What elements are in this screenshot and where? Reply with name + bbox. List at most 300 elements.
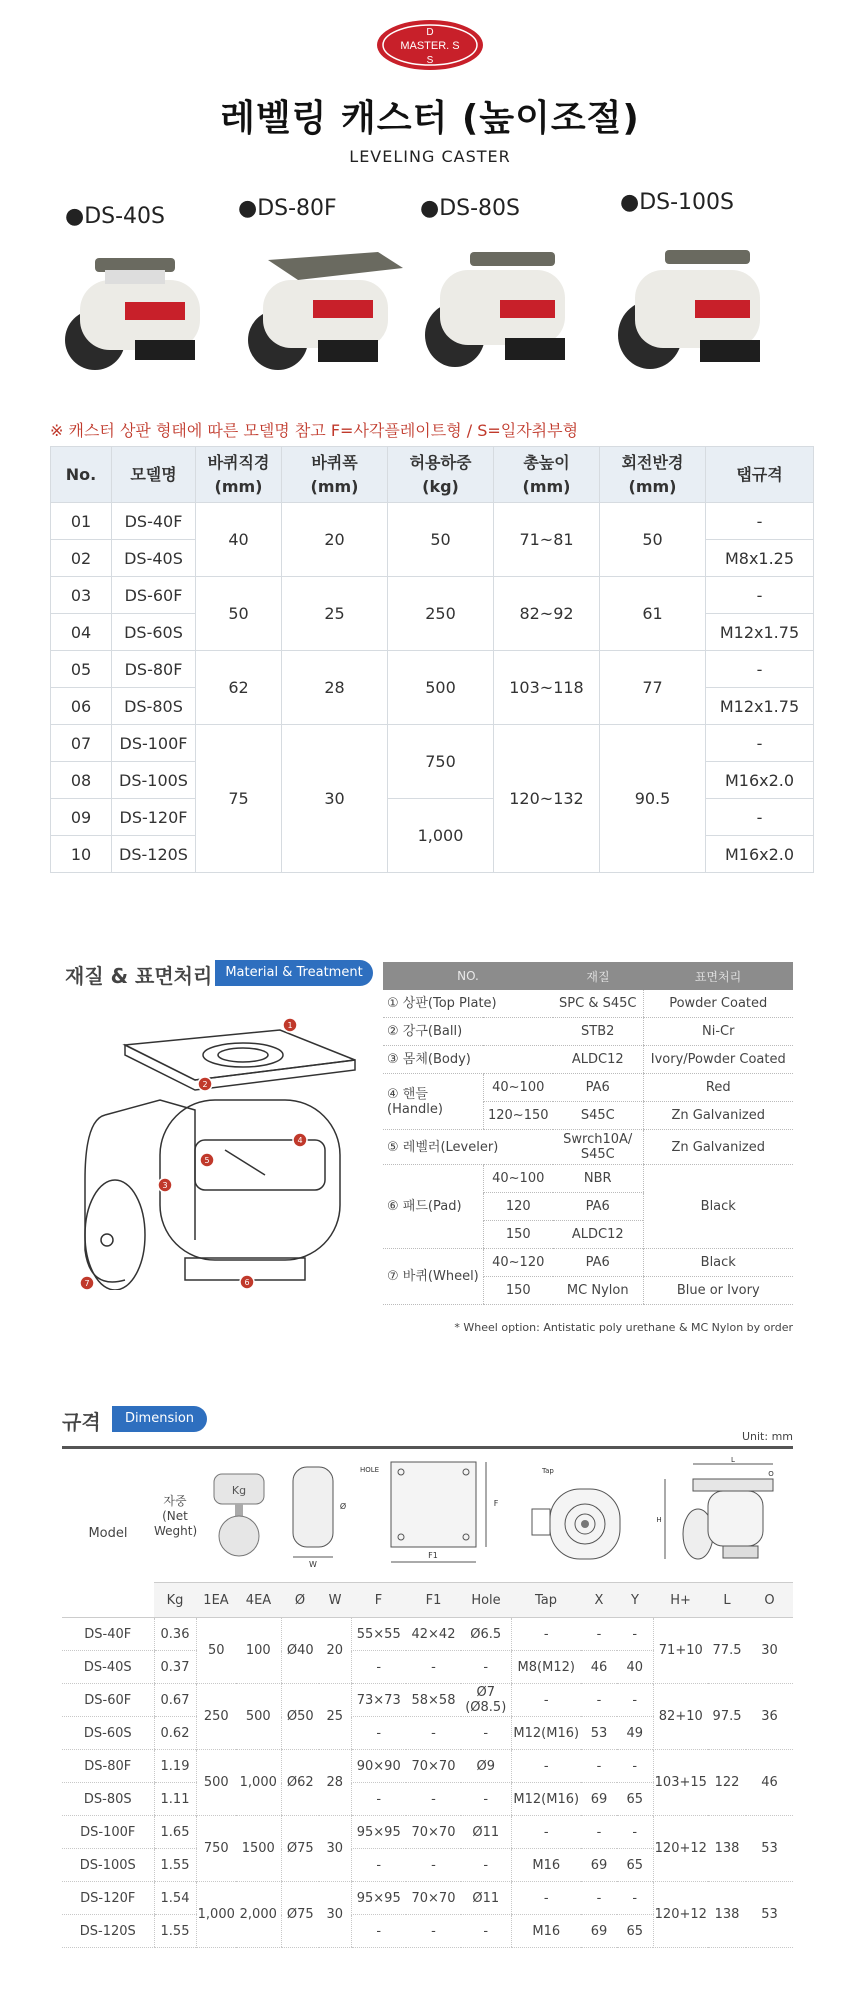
header-o: O [746, 1583, 793, 1618]
material-row [383, 1130, 793, 1165]
cell-no: 09 [51, 799, 112, 836]
product-label: DS-40S [84, 204, 166, 229]
unit-label: Unit: mm [741, 1430, 793, 1443]
caster-image [610, 240, 800, 380]
callout-6: 6 [244, 1278, 250, 1287]
part-material: STB2 [553, 1018, 643, 1046]
cell-f1: 42×42 [406, 1618, 461, 1651]
table-row [51, 577, 814, 614]
material-row [383, 1018, 793, 1046]
logo-letter-top: D [426, 27, 434, 38]
cell-x: 69 [581, 1783, 617, 1816]
part-name: ① 상판(Top Plate) [383, 990, 553, 1018]
cell-model: DS-100S [62, 1849, 154, 1882]
cell-y: - [617, 1618, 653, 1651]
cell-no: 07 [51, 725, 112, 762]
cell-diameter: Ø40 [281, 1618, 319, 1684]
wheel-icon [281, 1459, 351, 1569]
model-header: Model [62, 1450, 154, 1618]
cell-f: - [351, 1783, 406, 1816]
cell-f1: 70×70 [406, 1882, 461, 1915]
cell-load: 500 [388, 651, 494, 725]
caster-image [55, 240, 245, 380]
callout-3: 3 [162, 1181, 168, 1190]
cell-tap: - [511, 1816, 581, 1849]
cell-f: 95×95 [351, 1882, 406, 1915]
cell-tap: - [706, 577, 814, 614]
product-label: DS-80F [257, 196, 337, 221]
cell-x: - [581, 1816, 617, 1849]
cell-tap: M16 [511, 1915, 581, 1948]
load-drawing [196, 1450, 281, 1583]
divider [62, 1446, 793, 1449]
product-ds-80s [410, 196, 600, 385]
cell-model: DS-60F [112, 577, 196, 614]
cell-h: 103+15 [653, 1750, 708, 1816]
callout-4: 4 [297, 1136, 303, 1145]
cell-1ea: 50 [196, 1618, 236, 1684]
label-f: F [493, 1499, 499, 1508]
cell-radius: 77 [600, 651, 706, 725]
part-range: 40~100 [483, 1074, 553, 1102]
side-icon [653, 1454, 793, 1574]
part-treatment: Blue or Ivory [643, 1277, 793, 1305]
cell-tap: - [706, 799, 814, 836]
plate-icon [356, 1454, 506, 1574]
cell-load: 1,000 [388, 799, 494, 873]
part-material: SPC & S45C [553, 990, 643, 1018]
part-material: MC Nylon [553, 1277, 643, 1305]
cell-x: - [581, 1750, 617, 1783]
cell-o: 30 [746, 1618, 793, 1684]
cell-diameter: 40 [196, 503, 282, 577]
tap-drawing [511, 1450, 653, 1583]
cell-model: DS-120S [62, 1915, 154, 1948]
part-material: NBR [553, 1165, 643, 1193]
cell-w: 30 [319, 1816, 351, 1882]
table-row [62, 1750, 793, 1783]
cell-f1: - [406, 1915, 461, 1948]
cell-f: 90×90 [351, 1750, 406, 1783]
label-h: H [656, 1516, 662, 1524]
cell-4ea: 500 [236, 1684, 281, 1750]
cell-diameter: 62 [196, 651, 282, 725]
spec-table [50, 446, 814, 873]
cell-y: 65 [617, 1783, 653, 1816]
cell-tap: M12(M16) [511, 1717, 581, 1750]
label-f1: F1 [428, 1551, 438, 1560]
caster-line-drawing [65, 1000, 365, 1290]
bullet: ● [65, 204, 85, 229]
cell-hole: Ø9 [461, 1750, 511, 1783]
material-row [383, 1046, 793, 1074]
part-range: 120 [483, 1193, 553, 1221]
part-material: PA6 [553, 1074, 643, 1102]
cell-diameter: Ø75 [281, 1882, 319, 1948]
dimension-table [62, 1450, 793, 1948]
table-row [51, 503, 814, 540]
cell-load: 50 [388, 503, 494, 577]
part-treatment: Zn Galvanized [643, 1102, 793, 1130]
material-footnote: * Wheel option: Antistatic poly urethane & MC Nylon by order [454, 1321, 793, 1334]
cell-y: 40 [617, 1651, 653, 1684]
cell-4ea: 1500 [236, 1816, 281, 1882]
plate-drawing [351, 1450, 511, 1583]
cell-no: 01 [51, 503, 112, 540]
label-tap: Tap [542, 1467, 554, 1475]
header-diameter: Ø [281, 1583, 319, 1618]
cell-model: DS-80S [112, 688, 196, 725]
cell-x: 53 [581, 1717, 617, 1750]
cell-1ea: 250 [196, 1684, 236, 1750]
label-hole: HOLE [360, 1466, 380, 1474]
part-name: ⑤ 레벨러(Leveler) [383, 1130, 553, 1165]
header-height: 총높이 (mm) [494, 447, 600, 503]
cell-y: 65 [617, 1849, 653, 1882]
page-subtitle: LEVELING CASTER [349, 147, 511, 166]
cell-diameter: Ø50 [281, 1684, 319, 1750]
cell-model: DS-80F [112, 651, 196, 688]
part-treatment: Ni-Cr [643, 1018, 793, 1046]
product-ds-100s [610, 190, 800, 385]
header-width: 바퀴폭 (mm) [282, 447, 388, 503]
cell-no: 10 [51, 836, 112, 873]
cell-no: 03 [51, 577, 112, 614]
cell-model: DS-120F [112, 799, 196, 836]
cell-height: 82~92 [494, 577, 600, 651]
cell-f: - [351, 1717, 406, 1750]
caster-image [228, 240, 418, 380]
cell-diameter: Ø62 [281, 1750, 319, 1816]
table-row [51, 651, 814, 688]
bullet: ● [238, 196, 258, 221]
cell-no: 05 [51, 651, 112, 688]
part-material: Swrch10A/ S45C [553, 1130, 643, 1165]
cell-tap: - [511, 1618, 581, 1651]
cell-model: DS-60S [62, 1717, 154, 1750]
cell-h: 120+12 [653, 1816, 708, 1882]
logo-letter-bottom: S [426, 55, 434, 66]
cell-height: 71~81 [494, 503, 600, 577]
header-treatment: 표면처리 [643, 962, 793, 990]
header-radius: 회전반경 (mm) [600, 447, 706, 503]
part-range: 120~150 [483, 1102, 553, 1130]
cell-model: DS-100F [112, 725, 196, 762]
callout-2: 2 [202, 1080, 208, 1089]
cell-w: 30 [319, 1882, 351, 1948]
material-header-row [383, 962, 793, 990]
cell-model: DS-80S [62, 1783, 154, 1816]
cell-model: DS-80F [62, 1750, 154, 1783]
material-row [383, 990, 793, 1018]
cell-f: 55×55 [351, 1618, 406, 1651]
cell-no: 06 [51, 688, 112, 725]
cell-o: 46 [746, 1750, 793, 1816]
weight-header: 자중 (Net Weght) [154, 1450, 196, 1583]
cell-y: - [617, 1750, 653, 1783]
cell-hole: Ø6.5 [461, 1618, 511, 1651]
cell-f: - [351, 1915, 406, 1948]
label-l: L [731, 1456, 735, 1464]
header-no: NO. [383, 962, 553, 990]
load-icon [199, 1464, 279, 1564]
material-row [383, 1249, 793, 1277]
label-o: O [768, 1470, 774, 1478]
material-row [383, 1074, 793, 1102]
cell-hole: - [461, 1915, 511, 1948]
cell-1ea: 500 [196, 1750, 236, 1816]
cell-diameter: 75 [196, 725, 282, 873]
table-header-row [51, 447, 814, 503]
cell-model: DS-100S [112, 762, 196, 799]
part-range: 40~100 [483, 1165, 553, 1193]
header-no: No. [51, 447, 112, 503]
model-note: ※ 캐스터 상판 형태에 따른 모델명 참고 F=사각플레이트형 / S=일자취부형 [50, 421, 579, 440]
cell-w: 20 [319, 1618, 351, 1684]
cell-model: DS-60S [112, 614, 196, 651]
product-ds-80f [228, 196, 418, 385]
cell-hole: Ø11 [461, 1816, 511, 1849]
part-name: ⑥ 패드(Pad) [383, 1165, 483, 1249]
cell-tap: M16x2.0 [706, 762, 814, 799]
header-kg: Kg [154, 1583, 196, 1618]
table-row [62, 1684, 793, 1717]
cell-kg: 0.62 [154, 1717, 196, 1750]
part-range: 150 [483, 1277, 553, 1305]
product-label: DS-100S [639, 190, 735, 215]
header-hole: Hole [461, 1583, 511, 1618]
cell-f1: 58×58 [406, 1684, 461, 1717]
cell-x: - [581, 1684, 617, 1717]
table-row [62, 1618, 793, 1651]
cell-y: - [617, 1882, 653, 1915]
cell-y: - [617, 1684, 653, 1717]
header-load: 허용하중 (kg) [388, 447, 494, 503]
cell-tap: M12x1.75 [706, 614, 814, 651]
header-f: F [351, 1583, 406, 1618]
cell-4ea: 2,000 [236, 1882, 281, 1948]
callout-1: 1 [287, 1021, 293, 1030]
cell-kg: 1.65 [154, 1816, 196, 1849]
part-treatment: Powder Coated [643, 990, 793, 1018]
page-title: 레벨링 캐스터 (높이조절) [220, 98, 640, 139]
cell-load: 250 [388, 577, 494, 651]
cell-4ea: 100 [236, 1618, 281, 1684]
cell-tap: M8x1.25 [706, 540, 814, 577]
cell-f: 95×95 [351, 1816, 406, 1849]
cell-tap: M16 [511, 1849, 581, 1882]
cell-tap: - [706, 725, 814, 762]
cell-radius: 50 [600, 503, 706, 577]
drawing-row [62, 1450, 793, 1583]
cell-f1: - [406, 1717, 461, 1750]
callout-5: 5 [204, 1156, 210, 1165]
cell-o: 53 [746, 1816, 793, 1882]
cell-model: DS-100F [62, 1816, 154, 1849]
cell-f1: - [406, 1783, 461, 1816]
cell-x: - [581, 1882, 617, 1915]
cell-l: 97.5 [708, 1684, 746, 1750]
cell-kg: 0.36 [154, 1618, 196, 1651]
cell-x: - [581, 1618, 617, 1651]
cell-hole: Ø7 (Ø8.5) [461, 1684, 511, 1717]
cell-y: 49 [617, 1717, 653, 1750]
cell-radius: 61 [600, 577, 706, 651]
kg-icon-label: Kg [231, 1484, 246, 1497]
cell-model: DS-40S [112, 540, 196, 577]
cell-f: 73×73 [351, 1684, 406, 1717]
cell-f1: 70×70 [406, 1750, 461, 1783]
header-x: X [581, 1583, 617, 1618]
cell-tap: M16x2.0 [706, 836, 814, 873]
part-treatment: Black [643, 1165, 793, 1249]
cell-tap: M12x1.75 [706, 688, 814, 725]
header-material: 재질 [553, 962, 643, 990]
header-y: Y [617, 1583, 653, 1618]
part-treatment: Ivory/Powder Coated [643, 1046, 793, 1074]
part-material: ALDC12 [553, 1046, 643, 1074]
product-label: DS-80S [439, 196, 521, 221]
cell-x: 69 [581, 1849, 617, 1882]
cell-tap: - [511, 1882, 581, 1915]
cell-kg: 1.11 [154, 1783, 196, 1816]
material-title: 재질 & 표면처리 [65, 964, 213, 988]
cell-o: 53 [746, 1882, 793, 1948]
cell-diameter: 50 [196, 577, 282, 651]
cell-height: 120~132 [494, 725, 600, 873]
cell-x: 69 [581, 1915, 617, 1948]
cell-model: DS-40F [62, 1618, 154, 1651]
cell-l: 138 [708, 1816, 746, 1882]
cell-load: 750 [388, 725, 494, 799]
cell-radius: 90.5 [600, 725, 706, 873]
part-name: ② 강구(Ball) [383, 1018, 553, 1046]
cell-height: 103~118 [494, 651, 600, 725]
part-name: ④ 핸들(Handle) [383, 1074, 483, 1130]
cell-model: DS-120S [112, 836, 196, 873]
cell-f: - [351, 1849, 406, 1882]
header-w: W [319, 1583, 351, 1618]
product-ds-40s [55, 200, 245, 385]
cell-width: 20 [282, 503, 388, 577]
cell-kg: 0.67 [154, 1684, 196, 1717]
cell-tap: M12(M16) [511, 1783, 581, 1816]
cell-l: 122 [708, 1750, 746, 1816]
cell-tap: - [706, 503, 814, 540]
part-material: PA6 [553, 1249, 643, 1277]
cell-width: 30 [282, 725, 388, 873]
cell-tap: - [511, 1684, 581, 1717]
cell-model: DS-120F [62, 1882, 154, 1915]
cell-h: 82+10 [653, 1684, 708, 1750]
cell-no: 04 [51, 614, 112, 651]
cell-no: 08 [51, 762, 112, 799]
cell-1ea: 750 [196, 1816, 236, 1882]
cell-y: 65 [617, 1915, 653, 1948]
part-material: ALDC12 [553, 1221, 643, 1249]
wheel-drawing [281, 1450, 351, 1583]
part-range: 150 [483, 1221, 553, 1249]
cell-1ea: 1,000 [196, 1882, 236, 1948]
header-4ea: 4EA [236, 1583, 281, 1618]
cell-width: 28 [282, 651, 388, 725]
header-h: H+ [653, 1583, 708, 1618]
logo-text: MASTER. S [400, 40, 460, 52]
dimension-header-row [62, 1583, 793, 1618]
material-table [383, 962, 793, 1305]
cell-f1: 70×70 [406, 1816, 461, 1849]
side-drawing [653, 1450, 793, 1583]
cell-kg: 1.55 [154, 1849, 196, 1882]
header-diameter: 바퀴직경 (mm) [196, 447, 282, 503]
cell-kg: 1.19 [154, 1750, 196, 1783]
part-material: PA6 [553, 1193, 643, 1221]
tap-icon [512, 1459, 652, 1569]
dimension-title: 규격 [62, 1410, 101, 1434]
cell-width: 25 [282, 577, 388, 651]
label-d: Ø [339, 1502, 347, 1511]
dimension-badge: Dimension [112, 1406, 207, 1432]
cell-kg: 0.37 [154, 1651, 196, 1684]
header-l: L [708, 1583, 746, 1618]
cell-tap: M8(M12) [511, 1651, 581, 1684]
table-row [51, 725, 814, 762]
part-treatment: Red [643, 1074, 793, 1102]
cell-hole: - [461, 1783, 511, 1816]
cell-l: 138 [708, 1882, 746, 1948]
cell-4ea: 1,000 [236, 1750, 281, 1816]
cell-f1: - [406, 1849, 461, 1882]
material-badge: Material & Treatment [215, 960, 373, 986]
header-tap: 탭규격 [706, 447, 814, 503]
header-model: 모델명 [112, 447, 196, 503]
part-treatment: Black [643, 1249, 793, 1277]
part-range: 40~120 [483, 1249, 553, 1277]
header-f1: F1 [406, 1583, 461, 1618]
cell-h: 120+12 [653, 1882, 708, 1948]
table-row [62, 1882, 793, 1915]
cell-no: 02 [51, 540, 112, 577]
part-name: ③ 몸체(Body) [383, 1046, 553, 1074]
caster-image [410, 240, 600, 380]
cell-h: 71+10 [653, 1618, 708, 1684]
cell-diameter: Ø75 [281, 1816, 319, 1882]
header-tap: Tap [511, 1583, 581, 1618]
cell-kg: 1.54 [154, 1882, 196, 1915]
part-name: ⑦ 바퀴(Wheel) [383, 1249, 483, 1305]
cell-o: 36 [746, 1684, 793, 1750]
cell-y: - [617, 1816, 653, 1849]
bullet: ● [420, 196, 440, 221]
cell-hole: - [461, 1717, 511, 1750]
cell-model: DS-40F [112, 503, 196, 540]
brand-logo [375, 18, 485, 72]
table-row [62, 1816, 793, 1849]
cell-tap: - [706, 651, 814, 688]
cell-kg: 1.55 [154, 1915, 196, 1948]
cell-tap: - [511, 1750, 581, 1783]
cell-hole: Ø11 [461, 1882, 511, 1915]
cell-f1: - [406, 1651, 461, 1684]
cell-model: DS-60F [62, 1684, 154, 1717]
cell-hole: - [461, 1651, 511, 1684]
cell-hole: - [461, 1849, 511, 1882]
bullet: ● [620, 190, 640, 215]
part-treatment: Zn Galvanized [643, 1130, 793, 1165]
cell-l: 77.5 [708, 1618, 746, 1684]
callout-7: 7 [84, 1279, 90, 1288]
cell-x: 46 [581, 1651, 617, 1684]
